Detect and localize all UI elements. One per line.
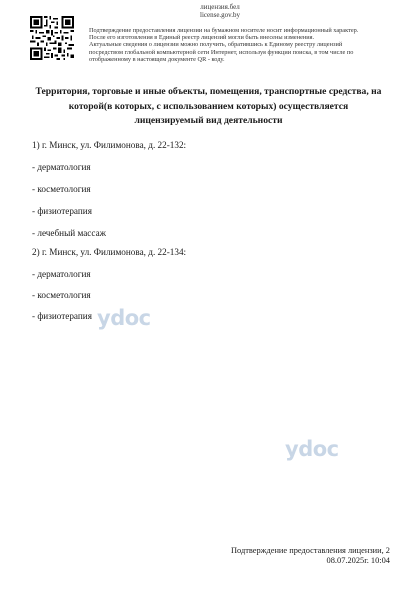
heading-line: Территория, торговые и иные объекты, помещения, транспортные средства, на: [35, 86, 382, 97]
notice-line: Подтверждение предоставления лицензии на бумажном носителе носит информационный характер.: [89, 27, 359, 34]
service-item: - физиотерапия: [32, 206, 92, 216]
license-site[interactable]: [180, 3, 260, 19]
notice-line: отображенному в настоящем документе QR - коду.: [89, 55, 225, 63]
service-item: - дерматология: [32, 162, 91, 172]
service-item: - лечебный массаж: [32, 228, 106, 238]
service-item: - косметология: [32, 184, 91, 194]
notice-line: Актуальные сведения о лицензии можно получить, обратившись к Единому реестру лицензий: [89, 41, 343, 49]
service-item: - физиотерапия: [32, 311, 92, 321]
section-heading: [26, 85, 391, 129]
heading-line: лицензируемый вид деятельности: [134, 115, 283, 126]
qr-code-icon: [30, 16, 74, 60]
address-1: 1) г. Минск, ул. Филимонова, д. 22-132:: [32, 140, 187, 150]
footer: [231, 546, 390, 566]
service-item: - дерматология: [32, 269, 91, 279]
footer-confirmation: Подтверждение предоставления лицензии, 2: [230, 546, 390, 555]
footer-timestamp: 08.07.2025г. 10:04: [326, 556, 390, 565]
service-item: - косметология: [32, 290, 91, 300]
notice-line: После его изготовления в Единый реестр лицензий могли быть внесены изменения.: [89, 34, 315, 42]
disclaimer-notice: [89, 27, 401, 63]
watermark: ydoc: [285, 437, 339, 461]
site-name-en: license.gov.by: [200, 11, 240, 19]
notice-line: посредством глобальной компьютерной сети Интернет, используя функции поиска, в том числе по: [89, 48, 354, 56]
address-2: 2) г. Минск, ул. Филимонова, д. 22-134:: [32, 247, 187, 257]
site-name-ru: лицензия.бел: [200, 3, 240, 11]
heading-line: которой(в которых, с использованием которых) осуществляется: [68, 100, 349, 112]
watermark: ydoc: [97, 306, 151, 330]
